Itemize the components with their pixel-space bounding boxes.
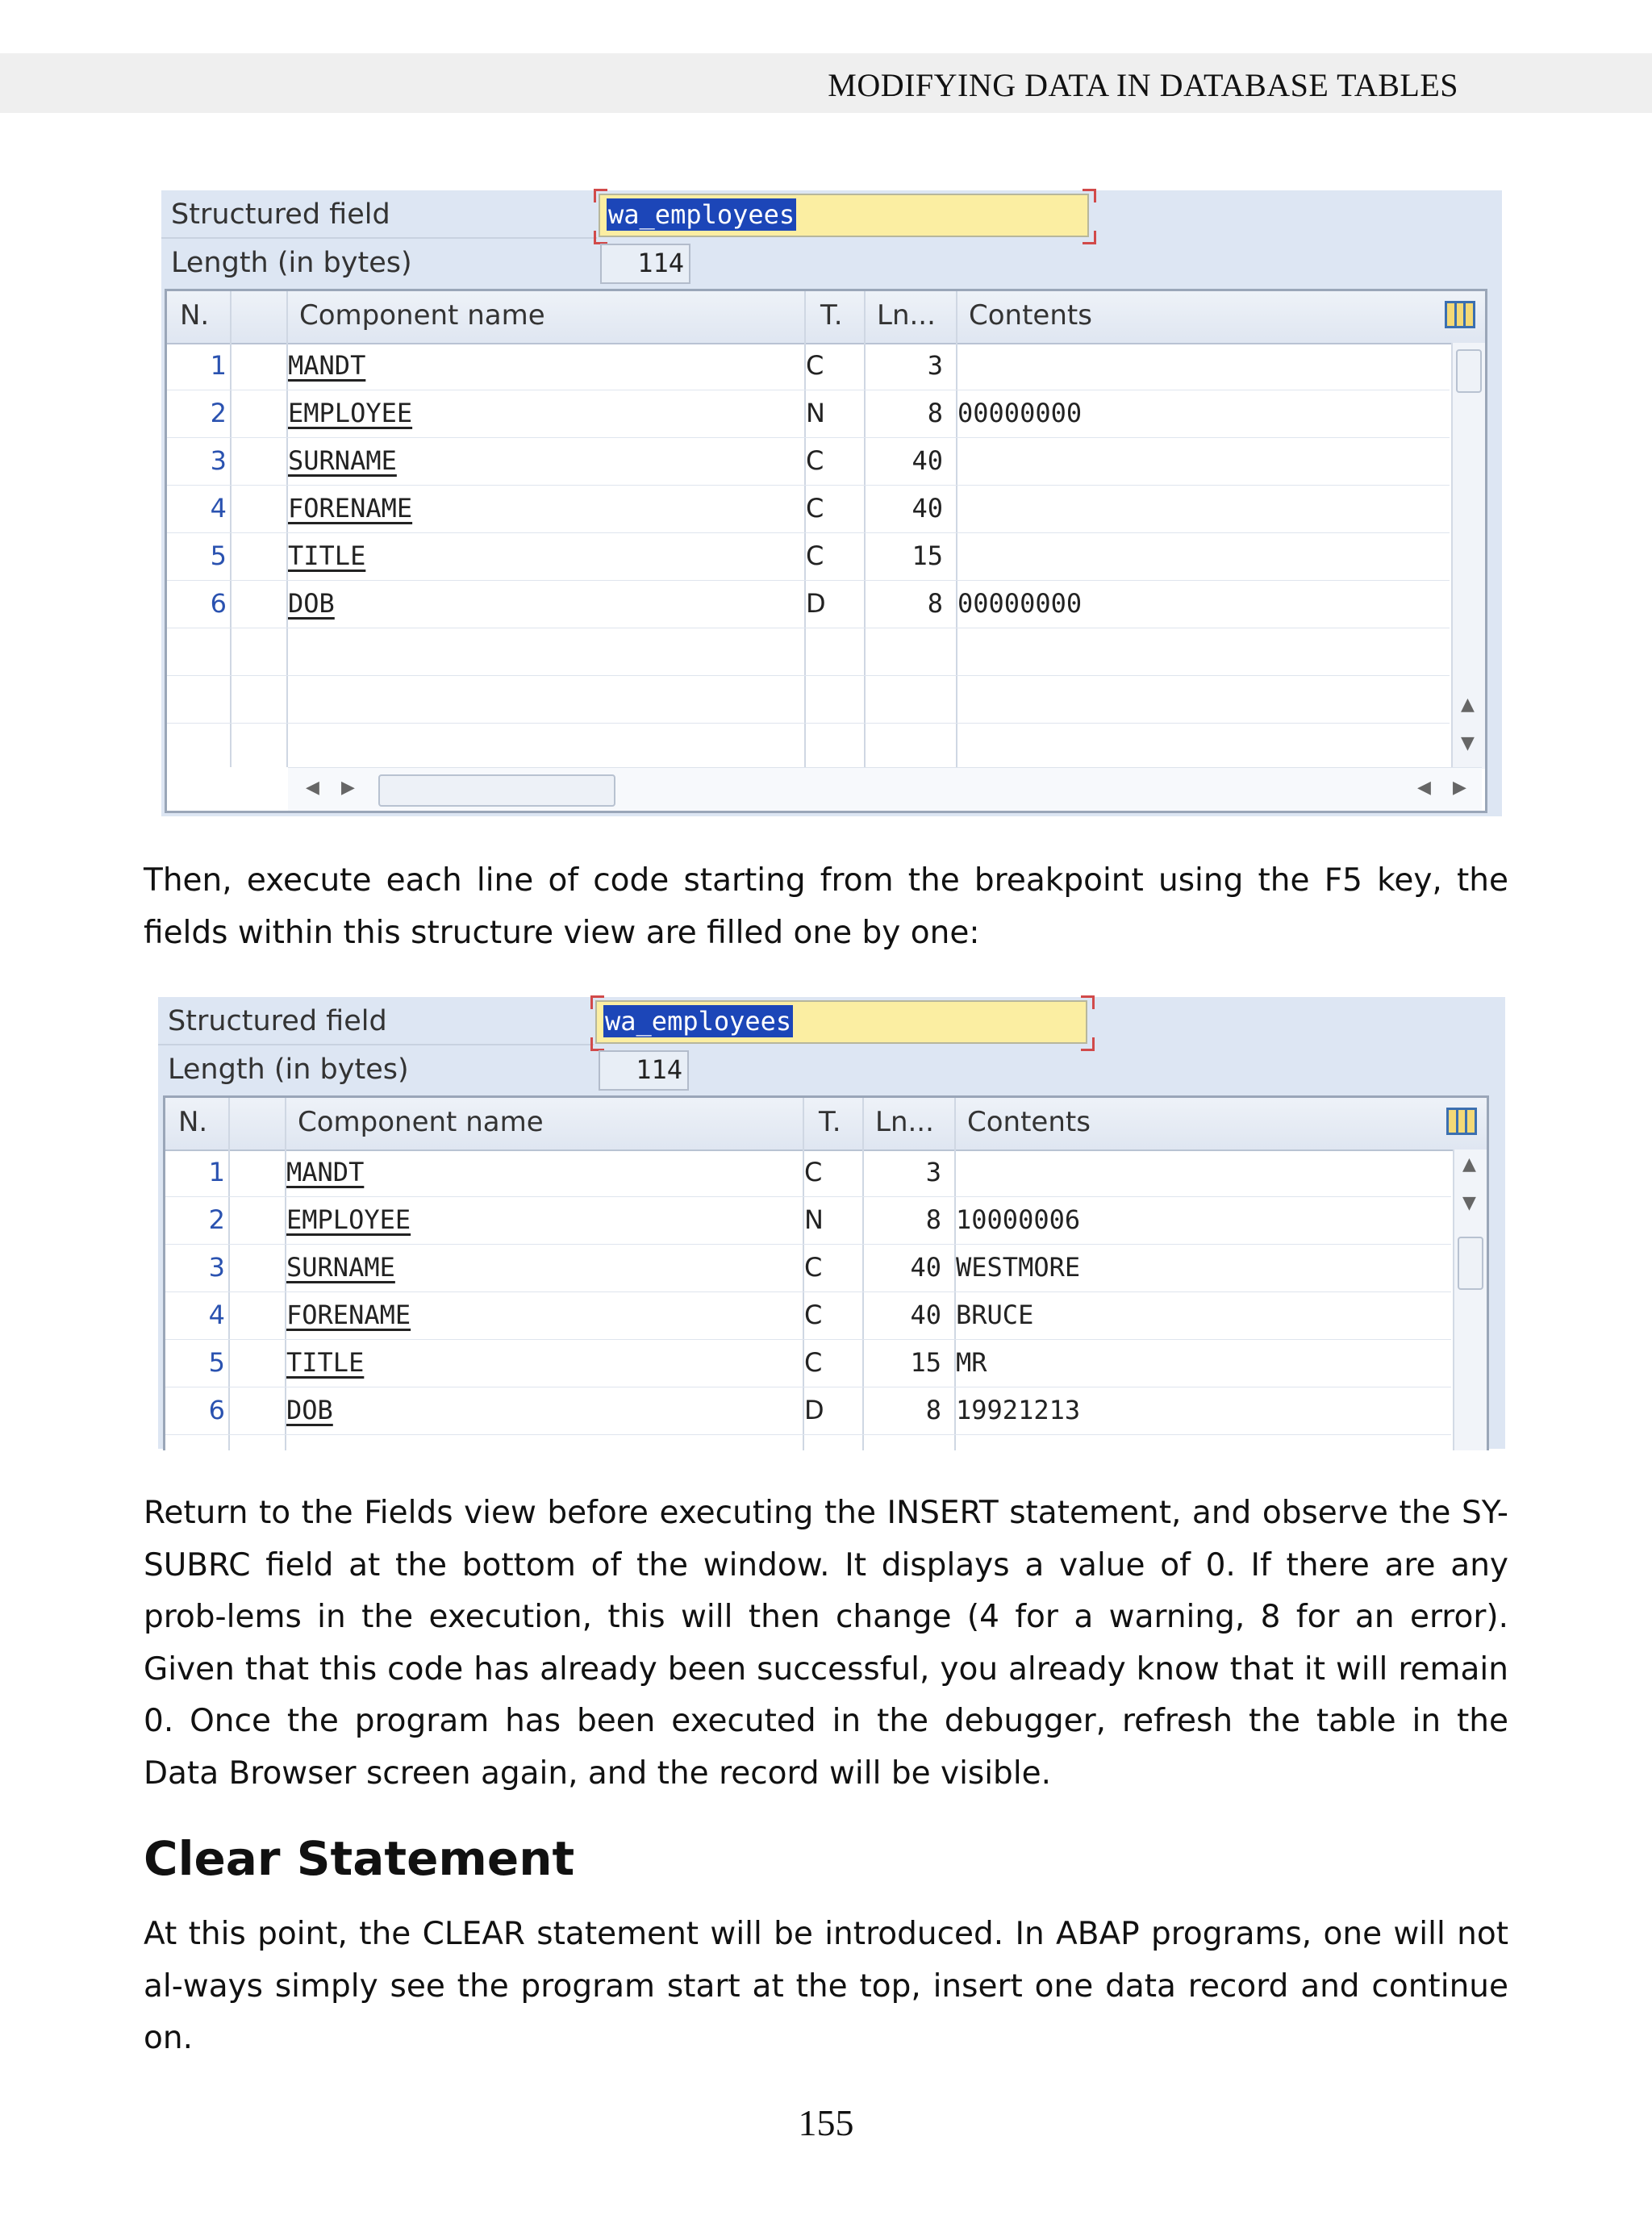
row-number: 2: [208, 1204, 225, 1235]
component-type: C: [806, 540, 824, 571]
col-header-contents[interactable]: Contents: [967, 1106, 1091, 1138]
page-number: 155: [798, 2102, 854, 2143]
component-length: 8: [925, 1395, 941, 1425]
row-number: 1: [210, 350, 227, 381]
row-number: 4: [210, 493, 227, 524]
focus-corner: [1081, 995, 1095, 1009]
component-length: 40: [912, 493, 943, 524]
component-contents[interactable]: MR: [956, 1347, 987, 1378]
component-name[interactable]: SURNAME: [288, 445, 397, 476]
paragraph-3: At this point, the CLEAR statement will be introduced. In ABAP programs, one will not al-ways simply see the program start at the top, insert one data record and continue on.: [144, 1916, 1508, 2056]
component-length: 15: [912, 540, 943, 571]
row-number: 5: [210, 540, 227, 571]
col-header-component-name[interactable]: Component name: [298, 1106, 544, 1138]
row-number: 3: [208, 1252, 225, 1283]
component-name[interactable]: MANDT: [288, 350, 366, 381]
length-value: 114: [599, 1050, 689, 1091]
layout-settings-icon[interactable]: [1446, 1108, 1477, 1135]
component-contents[interactable]: 00000000: [957, 398, 1083, 428]
col-header-component-name[interactable]: Component name: [299, 299, 545, 332]
col-header-length[interactable]: Ln...: [877, 299, 936, 332]
component-length: 8: [927, 398, 943, 428]
component-type: C: [804, 1300, 823, 1330]
table-header: [167, 291, 1485, 344]
structured-field-value: wa_employees: [608, 199, 795, 230]
paragraph-1: Then, execute each line of code starting from the breakpoint using the F5 key, the fields within this structure view are filled one by one:: [144, 862, 1508, 951]
component-length: 40: [910, 1252, 941, 1283]
focus-corner: [594, 189, 607, 202]
component-length: 40: [910, 1300, 941, 1330]
component-name[interactable]: MANDT: [286, 1157, 365, 1187]
scroll-thumb[interactable]: [1458, 1237, 1483, 1290]
scroll-down-arrow-icon[interactable]: ▼: [1461, 733, 1475, 753]
table-header: [165, 1098, 1487, 1151]
section-heading: Clear Statement: [144, 1831, 575, 1886]
component-name[interactable]: TITLE: [288, 540, 366, 571]
component-contents[interactable]: BRUCE: [956, 1300, 1034, 1330]
focus-corner: [1083, 231, 1096, 244]
running-head: MODIFYING DATA IN DATABASE TABLES: [828, 67, 1458, 103]
focus-corner: [590, 995, 604, 1009]
component-type: C: [806, 493, 824, 524]
focus-corner: [590, 1037, 604, 1051]
length-label: Length (in bytes): [168, 1054, 409, 1086]
row-number: 5: [208, 1347, 225, 1378]
component-name[interactable]: EMPLOYEE: [286, 1204, 411, 1235]
components-table: [163, 1095, 1489, 1450]
scroll-down-arrow-icon[interactable]: ▼: [1462, 1193, 1476, 1213]
focus-corner: [1081, 1037, 1095, 1051]
scroll-thumb[interactable]: [378, 774, 615, 807]
row-number: 2: [210, 398, 227, 428]
row-number: 1: [208, 1157, 225, 1187]
row-number: 6: [208, 1395, 225, 1425]
row-number: 6: [210, 588, 227, 619]
vertical-scrollbar[interactable]: [1453, 1150, 1487, 1450]
row-divider: [158, 1044, 594, 1045]
scroll-up-arrow-icon[interactable]: ▲: [1462, 1154, 1476, 1175]
components-table: [165, 289, 1487, 813]
col-divider: [228, 1098, 230, 1450]
paragraph-2: Return to the Fields view before executing the INSERT statement, and observe the SY-SUBRC field at the bottom of the window. It displays a value of 0. If there are any prob-lems in the execution, this will then change (4 for a warning, 8 for an error). Given that this code has already been successful, you already know that it will remain 0. Once the program has been executed in the debugger, refresh the table in the Data Browser screen again, and the record will be visible.: [144, 1495, 1508, 1792]
structured-field-label: Structured field: [171, 198, 390, 231]
row-number: 3: [210, 445, 227, 476]
length-value: 114: [600, 244, 690, 284]
component-length: 8: [927, 588, 943, 619]
component-type: N: [806, 398, 825, 428]
component-name[interactable]: FORENAME: [288, 493, 413, 524]
col-header-n[interactable]: N.: [180, 299, 210, 332]
row-number: 4: [208, 1300, 225, 1330]
scroll-left-arrow-icon[interactable]: ◀: [1417, 778, 1431, 798]
component-length: 40: [912, 445, 943, 476]
component-type: C: [804, 1157, 823, 1187]
scroll-right-arrow-icon[interactable]: ▶: [1453, 778, 1466, 798]
component-contents[interactable]: 00000000: [957, 588, 1083, 619]
component-type: C: [806, 445, 824, 476]
component-contents[interactable]: 10000006: [956, 1204, 1081, 1235]
component-length: 15: [910, 1347, 941, 1378]
component-type: C: [804, 1252, 823, 1283]
component-name[interactable]: DOB: [288, 588, 335, 619]
col-header-n[interactable]: N.: [178, 1106, 208, 1138]
component-name[interactable]: SURNAME: [286, 1252, 395, 1283]
component-type: D: [804, 1395, 824, 1425]
component-name[interactable]: DOB: [286, 1395, 333, 1425]
structured-field-value: wa_employees: [605, 1006, 792, 1037]
component-name[interactable]: FORENAME: [286, 1300, 411, 1330]
scroll-up-arrow-icon[interactable]: ▲: [1461, 695, 1475, 715]
length-label: Length (in bytes): [171, 247, 412, 279]
component-length: 3: [927, 350, 943, 381]
layout-settings-icon[interactable]: [1445, 301, 1475, 328]
col-header-type[interactable]: T.: [819, 1106, 841, 1138]
row-divider: [165, 1434, 1451, 1435]
row-divider: [161, 237, 597, 239]
col-divider: [956, 291, 957, 767]
component-name[interactable]: EMPLOYEE: [288, 398, 413, 428]
focus-corner: [1083, 189, 1096, 202]
scroll-thumb[interactable]: [1456, 349, 1482, 393]
vertical-scrollbar[interactable]: [1451, 343, 1485, 769]
component-type: C: [804, 1347, 823, 1378]
component-type: N: [804, 1204, 824, 1235]
row-divider: [167, 723, 1450, 724]
scroll-right-arrow-icon[interactable]: ▶: [341, 778, 355, 798]
component-type: C: [806, 350, 824, 381]
structured-field-input[interactable]: [599, 194, 1089, 237]
component-type: D: [806, 588, 826, 619]
component-name[interactable]: TITLE: [286, 1347, 365, 1378]
component-length: 8: [925, 1204, 941, 1235]
scroll-left-arrow-icon[interactable]: ◀: [306, 778, 319, 798]
structured-field-input[interactable]: [595, 1000, 1087, 1044]
col-header-length[interactable]: Ln...: [875, 1106, 934, 1138]
focus-corner: [594, 231, 607, 244]
col-header-type[interactable]: T.: [820, 299, 843, 332]
component-length: 3: [925, 1157, 941, 1187]
col-header-contents[interactable]: Contents: [969, 299, 1092, 332]
col-divider: [230, 291, 232, 767]
debugger-structure-view-2: [158, 997, 1505, 1449]
row-divider: [167, 675, 1450, 676]
horizontal-scrollbar[interactable]: [288, 767, 1482, 813]
debugger-structure-view-1: [161, 190, 1502, 816]
component-contents[interactable]: WESTMORE: [956, 1252, 1081, 1283]
component-contents[interactable]: 19921213: [956, 1395, 1081, 1425]
structured-field-label: Structured field: [168, 1005, 387, 1037]
